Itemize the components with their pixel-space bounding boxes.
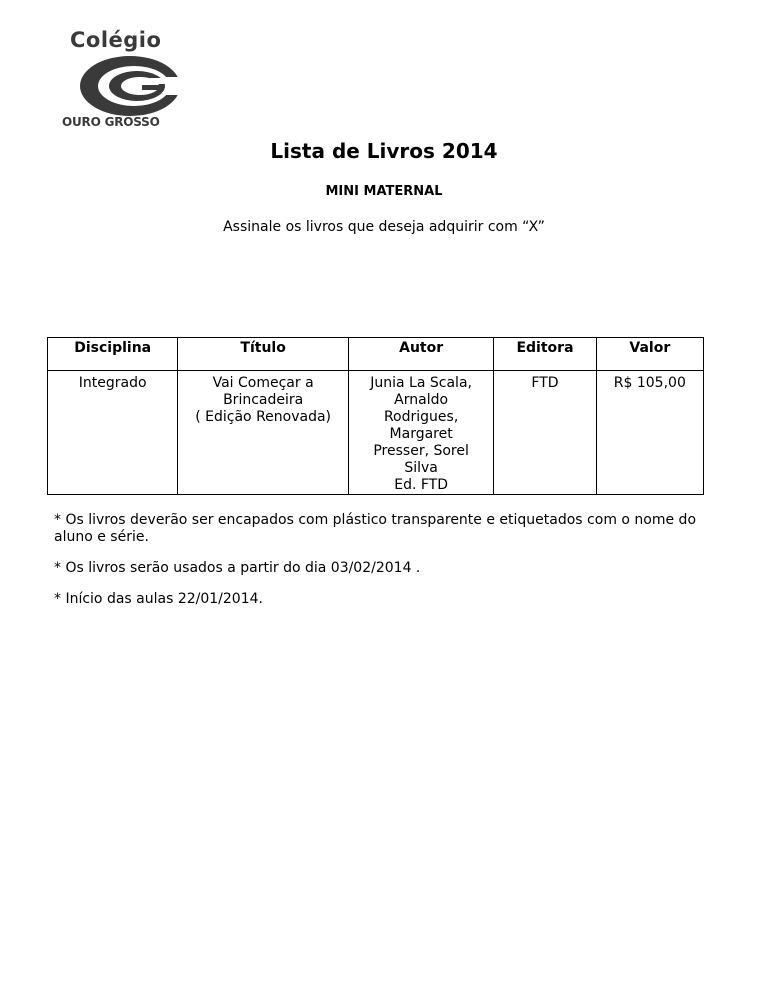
notes-section [54, 512, 714, 622]
cell-titulo: Vai Começar a Brincadeira ( Edição Renovada) [178, 371, 349, 495]
page-title: Lista de Livros 2014 [270, 139, 498, 163]
table-header-row [48, 338, 704, 371]
header-autor: Autor [348, 338, 493, 371]
cell-editora: FTD [494, 371, 596, 495]
cell-autor: Junia La Scala, Arnaldo Rodrigues, Margaret Presser, Sorel Silva Ed. FTD [348, 371, 493, 495]
note-classes-start: * Início das aulas 22/01/2014. [54, 591, 263, 607]
header-titulo: Título [178, 338, 349, 371]
note-covering: * Os livros deverão ser encapados com plástico transparente e etiquetados com o nome do aluno e série. [54, 512, 697, 545]
table-row [48, 371, 704, 495]
logo-bottom-text: OURO GROSSO [62, 115, 160, 129]
instruction-text: Assinale os livros que deseja adquirir com “X” [223, 219, 545, 235]
header-valor: Valor [596, 338, 703, 371]
book-list-table [47, 337, 704, 495]
logo-top-text: Colégio [70, 28, 162, 52]
cell-valor: R$ 105,00 [596, 371, 703, 495]
class-level-subtitle: MINI MATERNAL [325, 184, 443, 199]
cell-disciplina: Integrado [48, 371, 178, 495]
header-editora: Editora [494, 338, 596, 371]
logo-cg-emblem-icon [78, 55, 182, 117]
school-logo [60, 28, 210, 132]
note-usage-date: * Os livros serão usados a partir do dia 03/02/2014 . [54, 560, 421, 576]
header-disciplina: Disciplina [48, 338, 178, 371]
